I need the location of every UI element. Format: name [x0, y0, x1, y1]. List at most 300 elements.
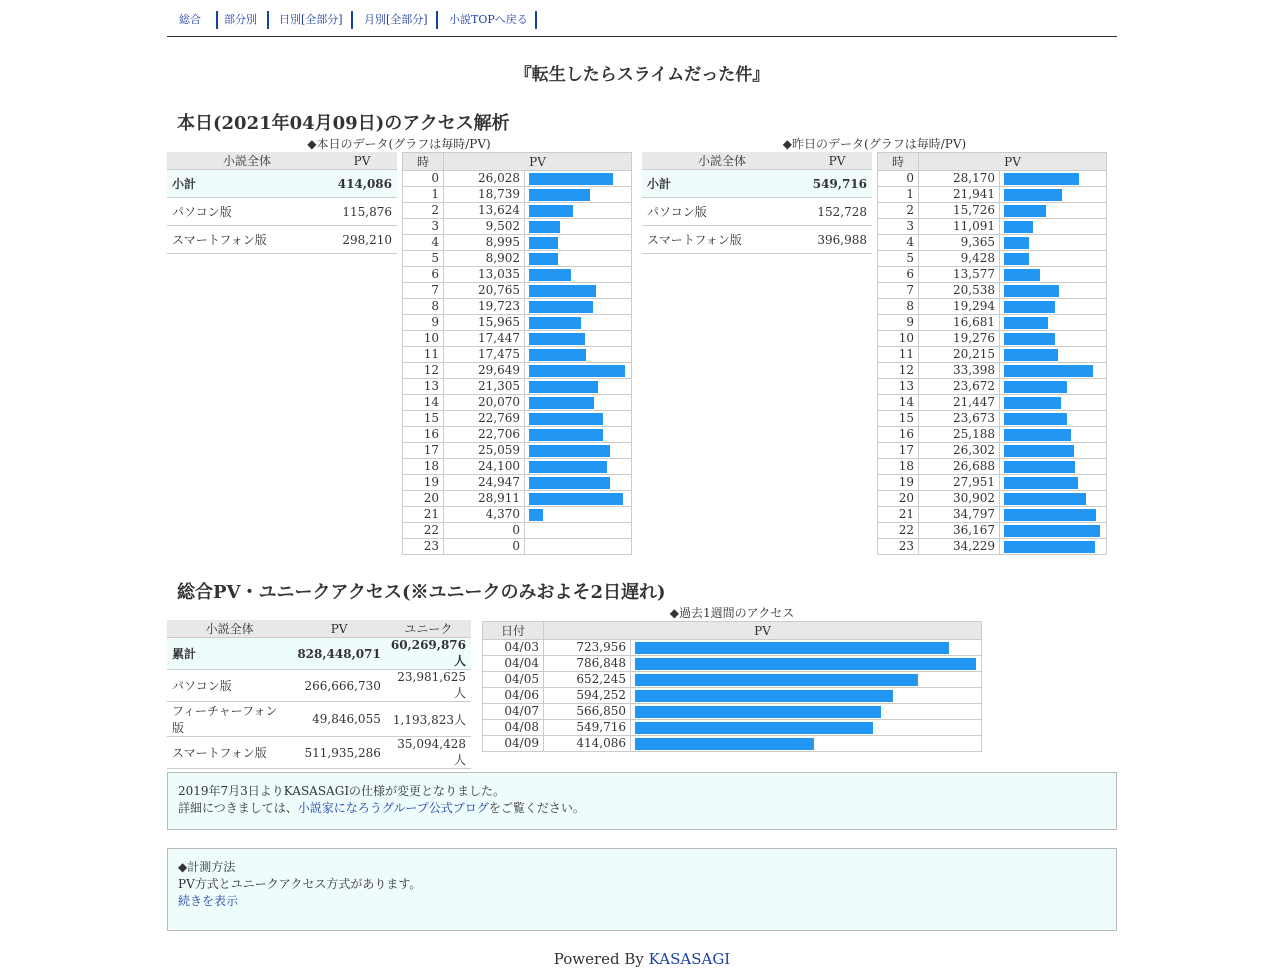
pv-bar: [529, 221, 560, 233]
row-value: 566,850: [544, 704, 631, 720]
pv-bar: [1004, 445, 1074, 457]
row-value: 22,769: [444, 411, 525, 427]
table-row: [483, 672, 982, 688]
pv-bar: [529, 461, 607, 473]
table-row: [403, 459, 632, 475]
row-value: 15,726: [919, 203, 1000, 219]
footer: [167, 950, 1117, 968]
bar-cell: [1000, 299, 1107, 315]
bar-cell: [1000, 379, 1107, 395]
row-pv: 49,846,055: [292, 702, 386, 737]
yesterday-summary-table: [642, 152, 872, 254]
bar-cell: [631, 672, 982, 688]
notice-text: をご覧ください。: [488, 801, 585, 815]
top-nav: [167, 10, 1117, 37]
bar-cell: [525, 267, 632, 283]
show-more-link[interactable]: 続きを表示: [178, 894, 239, 908]
row-value: 115,876: [327, 198, 397, 226]
bar-cell: [525, 523, 632, 539]
row-value: 16,681: [919, 315, 1000, 331]
row-label: パソコン版: [167, 198, 327, 226]
table-row: [403, 219, 632, 235]
nav-monthly[interactable]: 月別[全部分]: [364, 11, 438, 29]
col-header: 時: [403, 153, 444, 171]
row-label: 10: [878, 331, 919, 347]
row-label: 13: [403, 379, 444, 395]
table-row: [403, 299, 632, 315]
row-label: 1: [878, 187, 919, 203]
row-value: 0: [444, 523, 525, 539]
col-header: PV: [292, 620, 386, 638]
col-header: 小説全体: [642, 152, 802, 170]
row-value: 21,941: [919, 187, 1000, 203]
pv-bar: [529, 397, 594, 409]
row-value: 19,276: [919, 331, 1000, 347]
row-pv: 266,666,730: [292, 670, 386, 702]
row-value: 9,428: [919, 251, 1000, 267]
row-value: 26,302: [919, 443, 1000, 459]
table-row: [878, 219, 1107, 235]
table-row: [403, 251, 632, 267]
table-row: [878, 283, 1107, 299]
bar-cell: [631, 640, 982, 656]
table-row: [878, 187, 1107, 203]
row-value: 19,723: [444, 299, 525, 315]
table-row: [403, 171, 632, 187]
row-value: 298,210: [327, 226, 397, 254]
table-row: [403, 187, 632, 203]
table-row: [403, 395, 632, 411]
pv-bar: [635, 658, 976, 670]
row-label: 16: [403, 427, 444, 443]
row-value: 17,475: [444, 347, 525, 363]
row-value: 30,902: [919, 491, 1000, 507]
table-row: [403, 331, 632, 347]
row-label: 2: [403, 203, 444, 219]
pv-bar: [1004, 349, 1058, 361]
row-value: 594,252: [544, 688, 631, 704]
pv-bar: [1004, 429, 1071, 441]
bar-cell: [1000, 523, 1107, 539]
bar-cell: [1000, 219, 1107, 235]
row-label: 6: [403, 267, 444, 283]
bar-cell: [525, 539, 632, 555]
row-pv: 511,935,286: [292, 737, 386, 769]
row-value: 36,167: [919, 523, 1000, 539]
method-box: [167, 848, 1117, 931]
table-row: [878, 491, 1107, 507]
row-value: 26,688: [919, 459, 1000, 475]
pv-bar: [635, 738, 814, 750]
row-value: 723,956: [544, 640, 631, 656]
pv-bar: [529, 269, 571, 281]
row-label: 04/07: [483, 704, 544, 720]
col-header: PV: [802, 152, 872, 170]
row-label: 18: [878, 459, 919, 475]
pv-bar: [529, 381, 598, 393]
table-row: [483, 720, 982, 736]
pv-bar: [1004, 269, 1040, 281]
pv-bar: [1004, 413, 1067, 425]
pv-bar: [1004, 381, 1067, 393]
today-heading: 本日(2021年04月09日)のアクセス解析: [177, 113, 510, 134]
row-label: 1: [403, 187, 444, 203]
table-row: [878, 171, 1107, 187]
row-label: スマートフォン版: [167, 226, 327, 254]
row-value: 21,305: [444, 379, 525, 395]
bar-cell: [631, 704, 982, 720]
bar-cell: [525, 443, 632, 459]
today-summary-table: [167, 152, 397, 254]
bar-cell: [1000, 267, 1107, 283]
pv-bar: [529, 189, 590, 201]
row-label: 22: [878, 523, 919, 539]
novel-title: 『転生したらスライムだった件』: [514, 65, 770, 85]
bar-cell: [525, 379, 632, 395]
row-value: 8,995: [444, 235, 525, 251]
row-value: 29,649: [444, 363, 525, 379]
row-pv: 828,448,071: [292, 638, 386, 670]
bar-cell: [525, 219, 632, 235]
nav-daily[interactable]: 日別[全部分]: [279, 11, 353, 29]
row-value: 20,765: [444, 283, 525, 299]
pv-bar: [529, 253, 558, 265]
row-label: 22: [403, 523, 444, 539]
bar-cell: [525, 187, 632, 203]
row-label: 17: [878, 443, 919, 459]
col-header: ユニーク: [386, 620, 471, 638]
bar-cell: [1000, 475, 1107, 491]
pv-bar: [1004, 189, 1062, 201]
row-label: フィーチャーフォン版: [167, 702, 292, 737]
notice-line2: [178, 800, 1106, 817]
row-value: 20,070: [444, 395, 525, 411]
row-label: 4: [403, 235, 444, 251]
row-label: 21: [403, 507, 444, 523]
bar-cell: [1000, 251, 1107, 267]
col-header: PV: [327, 152, 397, 170]
bar-cell: [525, 427, 632, 443]
pv-bar: [1004, 237, 1029, 249]
table-row: [878, 299, 1107, 315]
pv-bar: [635, 722, 873, 734]
col-header: 小説全体: [167, 620, 292, 638]
row-label: 04/05: [483, 672, 544, 688]
col-header: 時: [878, 153, 919, 171]
row-value: 8,902: [444, 251, 525, 267]
row-label: 2: [878, 203, 919, 219]
bar-cell: [631, 656, 982, 672]
row-label: 04/09: [483, 736, 544, 752]
bar-cell: [525, 251, 632, 267]
row-label: 12: [878, 363, 919, 379]
today-hourly-table: [402, 152, 632, 555]
row-label: 15: [878, 411, 919, 427]
row-value: 414,086: [544, 736, 631, 752]
method-text: PV方式とユニークアクセス方式があります。: [178, 877, 422, 891]
row-unique: 60,269,876人: [386, 638, 471, 670]
table-row: [483, 688, 982, 704]
table-row: [878, 379, 1107, 395]
table-row: [403, 427, 632, 443]
row-value: 26,028: [444, 171, 525, 187]
total-summary-table: [167, 620, 471, 769]
row-value: 23,672: [919, 379, 1000, 395]
row-label: 13: [878, 379, 919, 395]
row-value: 20,215: [919, 347, 1000, 363]
yesterday-caption: ◆昨日のデータ(グラフは毎時/PV): [782, 137, 967, 151]
row-label: 8: [878, 299, 919, 315]
row-label: 7: [878, 283, 919, 299]
row-value: 549,716: [802, 170, 872, 198]
bar-cell: [525, 283, 632, 299]
pv-bar: [1004, 461, 1075, 473]
bar-cell: [1000, 459, 1107, 475]
row-value: 19,294: [919, 299, 1000, 315]
table-row: [483, 640, 982, 656]
row-label: 3: [878, 219, 919, 235]
pv-bar: [529, 285, 596, 297]
kasasagi-link[interactable]: KASASAGI: [648, 950, 731, 968]
pv-bar: [1004, 173, 1079, 185]
table-row: [483, 736, 982, 752]
table-row: [878, 347, 1107, 363]
table-row: [403, 539, 632, 555]
bar-cell: [525, 171, 632, 187]
row-value: 24,947: [444, 475, 525, 491]
row-value: 24,100: [444, 459, 525, 475]
col-header: PV: [444, 153, 632, 171]
row-label: 04/03: [483, 640, 544, 656]
row-value: 11,091: [919, 219, 1000, 235]
row-value: 396,988: [802, 226, 872, 254]
table-row: [878, 235, 1107, 251]
bar-cell: [525, 331, 632, 347]
bar-cell: [525, 235, 632, 251]
row-label: パソコン版: [167, 670, 292, 702]
yesterday-hourly-table: [877, 152, 1107, 555]
row-value: 33,398: [919, 363, 1000, 379]
pv-bar: [1004, 317, 1048, 329]
row-value: 17,447: [444, 331, 525, 347]
col-header: PV: [919, 153, 1107, 171]
bar-cell: [525, 395, 632, 411]
pv-bar: [529, 365, 625, 377]
footer-prefix: Powered By: [553, 950, 649, 968]
bar-cell: [525, 315, 632, 331]
pv-bar: [1004, 493, 1086, 505]
bar-cell: [1000, 347, 1107, 363]
pv-bar: [529, 173, 613, 185]
pv-bar: [1004, 477, 1078, 489]
row-value: 23,673: [919, 411, 1000, 427]
pv-bar: [635, 642, 949, 654]
notice-line1: 2019年7月3日よりKASASAGIの仕様が変更となりました。: [178, 784, 506, 798]
bar-cell: [525, 363, 632, 379]
table-row: [878, 539, 1107, 555]
bar-cell: [1000, 491, 1107, 507]
nav-by-part[interactable]: 部分別: [224, 11, 269, 29]
row-label: 23: [403, 539, 444, 555]
pv-bar: [1004, 301, 1055, 313]
bar-cell: [1000, 203, 1107, 219]
row-value: 414,086: [327, 170, 397, 198]
row-label: 15: [403, 411, 444, 427]
row-label: 9: [878, 315, 919, 331]
bar-cell: [1000, 283, 1107, 299]
nav-novel-top[interactable]: 小説TOPへ戻る: [449, 11, 537, 29]
pv-bar: [529, 237, 558, 249]
bar-cell: [525, 299, 632, 315]
pv-bar: [529, 493, 623, 505]
row-unique: 1,193,823人: [386, 702, 471, 737]
bar-cell: [1000, 315, 1107, 331]
bar-cell: [631, 688, 982, 704]
row-value: 13,624: [444, 203, 525, 219]
row-label: 14: [403, 395, 444, 411]
bar-cell: [1000, 507, 1107, 523]
table-row: [403, 363, 632, 379]
table-row: [403, 203, 632, 219]
row-label: 14: [878, 395, 919, 411]
total-heading: 総合PV・ユニークアクセス(※ユニークのみおよそ2日遅れ): [177, 582, 666, 603]
bar-cell: [1000, 443, 1107, 459]
row-label: 5: [878, 251, 919, 267]
row-label: 19: [878, 475, 919, 491]
table-row: [878, 507, 1107, 523]
pv-bar: [529, 317, 581, 329]
row-value: 18,739: [444, 187, 525, 203]
row-value: 28,911: [444, 491, 525, 507]
row-unique: 35,094,428人: [386, 737, 471, 769]
table-row: [878, 411, 1107, 427]
row-value: 9,365: [919, 235, 1000, 251]
row-label: 18: [403, 459, 444, 475]
row-value: 4,370: [444, 507, 525, 523]
row-label: 小計: [642, 170, 802, 198]
pv-bar: [529, 301, 593, 313]
row-label: 04/08: [483, 720, 544, 736]
pv-bar: [529, 509, 543, 521]
row-label: 23: [878, 539, 919, 555]
pv-bar: [1004, 205, 1046, 217]
row-value: 652,245: [544, 672, 631, 688]
bar-cell: [525, 475, 632, 491]
row-label: 小計: [167, 170, 327, 198]
row-label: 累計: [167, 638, 292, 670]
table-row: [878, 331, 1107, 347]
row-value: 786,848: [544, 656, 631, 672]
row-label: 20: [403, 491, 444, 507]
row-label: 10: [403, 331, 444, 347]
row-label: 7: [403, 283, 444, 299]
row-label: 0: [403, 171, 444, 187]
table-row: [878, 251, 1107, 267]
table-row: [878, 395, 1107, 411]
table-row: [483, 656, 982, 672]
notice-text: 詳細につきましては、: [178, 801, 298, 815]
table-row: [878, 475, 1107, 491]
official-blog-link[interactable]: 小説家になろうグループ公式ブログ: [297, 801, 489, 815]
bar-cell: [631, 736, 982, 752]
bar-cell: [1000, 539, 1107, 555]
table-row: [403, 347, 632, 363]
nav-overall[interactable]: 総合: [179, 11, 218, 29]
table-row: [403, 267, 632, 283]
table-row: [878, 203, 1107, 219]
pv-bar: [1004, 397, 1061, 409]
row-label: 5: [403, 251, 444, 267]
row-value: 9,502: [444, 219, 525, 235]
bar-cell: [525, 411, 632, 427]
row-value: 15,965: [444, 315, 525, 331]
pv-bar: [1004, 365, 1093, 377]
bar-cell: [525, 491, 632, 507]
row-label: 8: [403, 299, 444, 315]
table-row: [403, 315, 632, 331]
row-label: 3: [403, 219, 444, 235]
pv-bar: [529, 413, 603, 425]
table-row: [403, 507, 632, 523]
row-value: 25,188: [919, 427, 1000, 443]
pv-bar: [529, 445, 610, 457]
row-value: 0: [444, 539, 525, 555]
row-value: 21,447: [919, 395, 1000, 411]
row-label: 11: [878, 347, 919, 363]
pv-bar: [1004, 253, 1029, 265]
row-label: 21: [878, 507, 919, 523]
pv-bar: [1004, 285, 1059, 297]
row-label: パソコン版: [642, 198, 802, 226]
row-label: スマートフォン版: [167, 737, 292, 769]
table-row: [878, 267, 1107, 283]
row-value: 13,577: [919, 267, 1000, 283]
row-value: 34,229: [919, 539, 1000, 555]
pv-bar: [529, 429, 603, 441]
row-label: 11: [403, 347, 444, 363]
row-unique: 23,981,625人: [386, 670, 471, 702]
table-row: [403, 411, 632, 427]
bar-cell: [525, 203, 632, 219]
bar-cell: [1000, 235, 1107, 251]
pv-bar: [635, 690, 893, 702]
table-row: [403, 443, 632, 459]
row-value: 20,538: [919, 283, 1000, 299]
row-label: 9: [403, 315, 444, 331]
week-caption: ◆過去1週間のアクセス: [669, 606, 795, 620]
today-caption: ◆本日のデータ(グラフは毎時/PV): [307, 137, 491, 151]
table-row: [403, 491, 632, 507]
row-label: 4: [878, 235, 919, 251]
table-row: [403, 235, 632, 251]
table-row: [878, 523, 1107, 539]
bar-cell: [631, 720, 982, 736]
table-row: [878, 427, 1107, 443]
pv-bar: [1004, 333, 1055, 345]
bar-cell: [1000, 331, 1107, 347]
bar-cell: [1000, 171, 1107, 187]
pv-bar: [529, 205, 573, 217]
table-row: [878, 443, 1107, 459]
bar-cell: [525, 347, 632, 363]
row-label: スマートフォン版: [642, 226, 802, 254]
bar-cell: [525, 459, 632, 475]
method-title: ◆計測方法: [178, 860, 236, 874]
table-row: [403, 283, 632, 299]
pv-bar: [635, 706, 881, 718]
table-row: [483, 704, 982, 720]
row-label: 12: [403, 363, 444, 379]
